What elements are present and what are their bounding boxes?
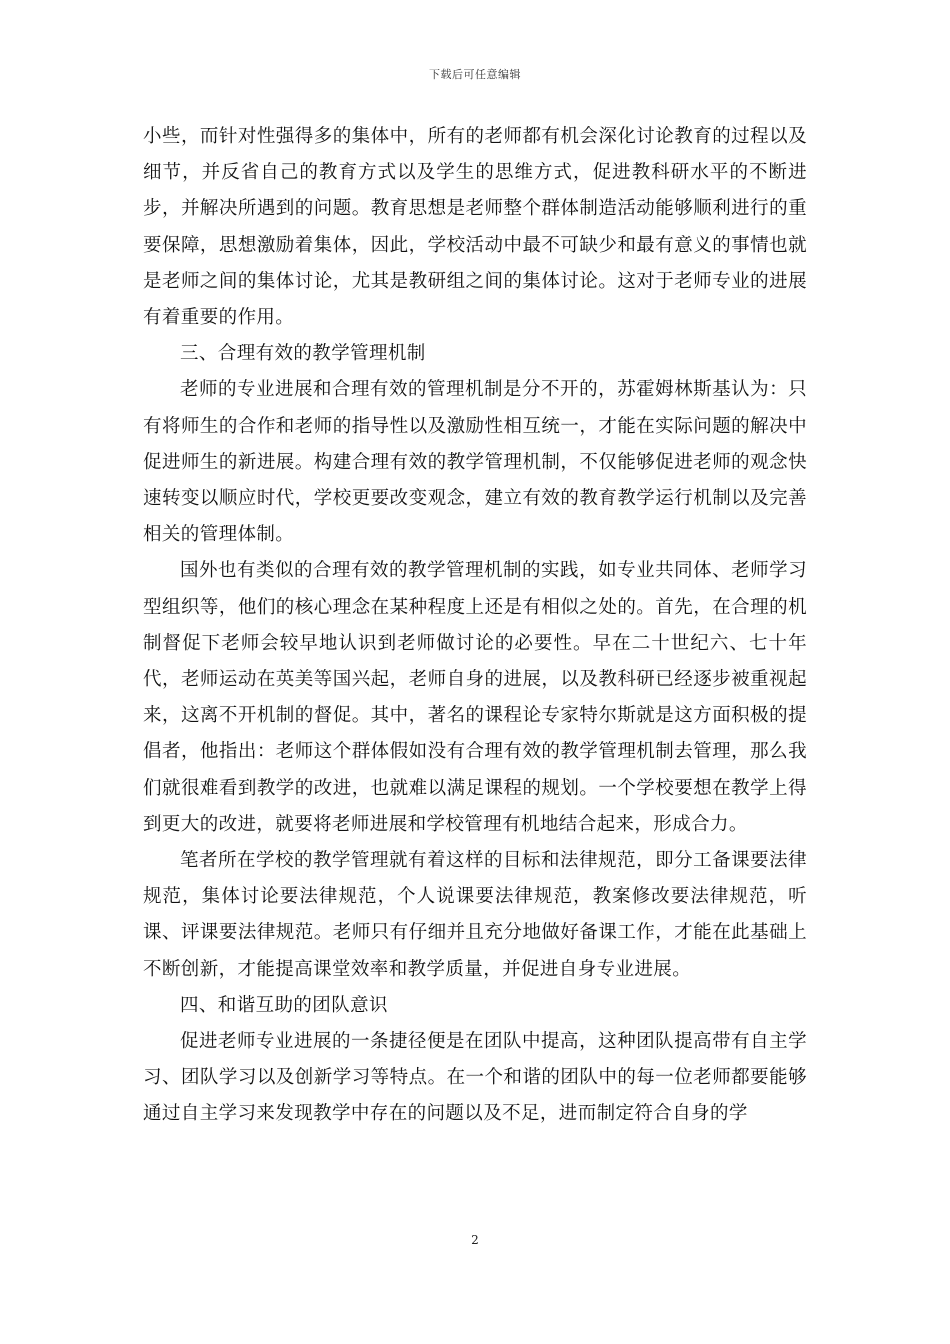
section-heading-3: 三、合理有效的教学管理机制 xyxy=(180,343,426,365)
body-paragraph: 笔者所在学校的教学管理就有着这样的目标和法律规范，即分工备课要法律规范，集体讨论要法律规范，个人说课要法律规范，教案修改要法律规范，听课、评课要法律规范。老师只有仔细并且充分地做好备课工作，才能在此基础上不断创新，才能提高课堂效率和教学质量，并促进自身专业进展。 xyxy=(143,850,807,980)
page-number: 2 xyxy=(471,1233,479,1247)
body-paragraph: 促进老师专业进展的一条捷径便是在团队中提高，这种团队提高带有自主学习、团队学习以及创新学习等特点。在一个和谐的团队中的每一位老师都要能够通过自主学习来发现教学中存在的问题以及不足，进而制定符合自身的学 xyxy=(143,1031,807,1125)
body-paragraph: 小些，而针对性强得多的集体中，所有的老师都有机会深化讨论教育的过程以及细节，并反省自己的教育方式以及学生的思维方式，促进教科研水平的不断进步，并解决所遇到的问题。教育思想是老师整个群体制造活动能够顺利进行的重要保障，思想激励着集体，因此，学校活动中最不可缺少和最有意义的事情也就是老师之间的集体讨论，尤其是教研组之间的集体讨论。这对于老师专业的进展有着重要的作用。 xyxy=(143,126,807,329)
body-paragraph: 国外也有类似的合理有效的教学管理机制的实践，如专业共同体、老师学习型组织等，他们的核心理念在某种程度上还是有相似之处的。首先，在合理的机制督促下老师会较早地认识到老师做讨论的必要性。早在二十世纪六、七十年代，老师运动在英美等国兴起，老师自身的进展，以及教科研已经逐步被重视起来，这离不开机制的督促。其中，著名的课程论专家特尔斯就是这方面积极的提倡者，他指出：老师这个群体假如没有合理有效的教学管理机制去管理，那么我们就很难看到教学的改进，也就难以满足课程的规划。一个学校要想在教学上得到更大的改进，就要将老师进展和学校管理有机地结合起来，形成合力。 xyxy=(143,560,807,835)
page-header: 下载后可任意编辑 xyxy=(429,68,521,81)
document-body xyxy=(143,119,807,1133)
body-paragraph: 老师的专业进展和合理有效的管理机制是分不开的，苏霍姆林斯基认为：只有将师生的合作和老师的指导性以及激励性相互统一，才能在实际问题的解决中促进师生的新进展。构建合理有效的教学管理机制，不仅能够促进老师的观念快速转变以顺应时代，学校更要改变观念，建立有效的教育教学运行机制以及完善相关的管理体制。 xyxy=(143,379,807,546)
section-heading-4: 四、和谐互助的团队意识 xyxy=(180,994,388,1016)
